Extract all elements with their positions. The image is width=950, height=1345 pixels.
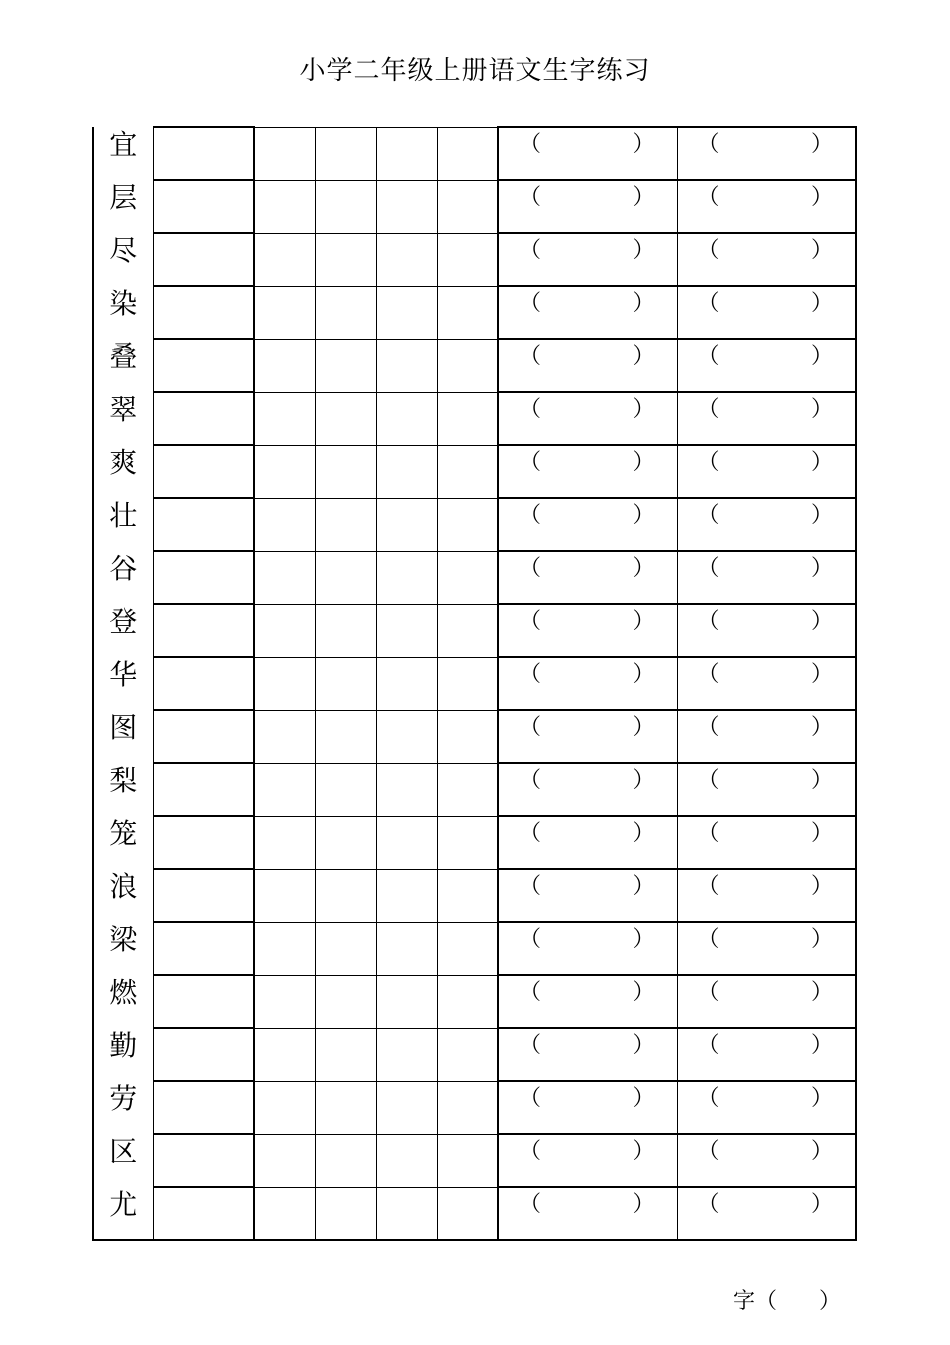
writing-box[interactable] (254, 551, 315, 604)
pinyin-write-cell[interactable] (153, 1081, 254, 1134)
paren-close: ） (810, 768, 833, 793)
word-blank[interactable] (498, 551, 677, 604)
word-blank[interactable] (677, 922, 856, 975)
practice-row (93, 1028, 856, 1081)
character-cell: 爽 (93, 445, 153, 498)
paren-open: （ (519, 1192, 542, 1217)
paren-close: ） (810, 397, 833, 422)
writing-box[interactable] (315, 392, 376, 445)
pinyin-write-cell[interactable] (153, 922, 254, 975)
page-title: 小学二年级上册语文生字练习 (299, 56, 651, 86)
paren-open: （ (519, 715, 542, 740)
practice-row (93, 551, 856, 604)
paren-close: ） (632, 450, 655, 475)
word-blank[interactable] (498, 975, 677, 1028)
character-cell: 梨 (93, 763, 153, 816)
pinyin-write-cell[interactable] (153, 604, 254, 657)
paren-close: ） (632, 927, 655, 952)
paren-open: （ (519, 556, 542, 581)
paren-close: ） (632, 1033, 655, 1058)
paren-close: ） (810, 185, 833, 210)
paren-open: （ (697, 1192, 720, 1217)
character-cell: 燃 (93, 975, 153, 1028)
word-blank[interactable] (498, 233, 677, 286)
practice-row (93, 710, 856, 763)
paren-close: ） (810, 291, 833, 316)
paren-open: （ (519, 874, 542, 899)
character-cell: 层 (93, 180, 153, 233)
paren-open: （ (697, 821, 720, 846)
pinyin-write-cell[interactable] (153, 710, 254, 763)
writing-box[interactable] (254, 180, 315, 233)
character-cell: 叠 (93, 339, 153, 392)
pinyin-write-cell[interactable] (153, 1187, 254, 1240)
character-cell: 梁 (93, 922, 153, 975)
writing-box[interactable] (315, 1134, 376, 1187)
paren-close: ） (632, 238, 655, 263)
writing-box[interactable] (315, 710, 376, 763)
paren-close: ） (632, 556, 655, 581)
practice-row (93, 869, 856, 922)
writing-box[interactable] (254, 1134, 315, 1187)
writing-box[interactable] (376, 498, 437, 551)
practice-row (93, 1187, 856, 1240)
character-cell: 染 (93, 286, 153, 339)
paren-open: （ (697, 1086, 720, 1111)
paren-open: （ (697, 238, 720, 263)
writing-box[interactable] (376, 127, 437, 180)
writing-box[interactable] (376, 445, 437, 498)
writing-box[interactable] (437, 657, 498, 710)
word-blank[interactable] (498, 922, 677, 975)
writing-box[interactable] (254, 975, 315, 1028)
writing-box[interactable] (376, 922, 437, 975)
writing-box[interactable] (376, 763, 437, 816)
paren-close: ） (810, 556, 833, 581)
paren-open: （ (697, 980, 720, 1005)
writing-box[interactable] (254, 233, 315, 286)
writing-box[interactable] (254, 604, 315, 657)
writing-box[interactable] (315, 445, 376, 498)
word-blank[interactable] (677, 604, 856, 657)
practice-row (93, 922, 856, 975)
writing-box[interactable] (376, 869, 437, 922)
pinyin-write-cell[interactable] (153, 339, 254, 392)
practice-row (93, 233, 856, 286)
pinyin-write-cell[interactable] (153, 498, 254, 551)
paren-open: （ (697, 662, 720, 687)
paren-open: （ (697, 291, 720, 316)
writing-box[interactable] (254, 286, 315, 339)
paren-close: ） (810, 980, 833, 1005)
pinyin-write-cell[interactable] (153, 657, 254, 710)
paren-open: （ (519, 344, 542, 369)
practice-row (93, 180, 856, 233)
paren-close: ） (632, 980, 655, 1005)
word-blank[interactable] (677, 127, 856, 180)
writing-box[interactable] (376, 604, 437, 657)
footer-label: 字 (733, 1289, 756, 1314)
word-blank[interactable] (677, 339, 856, 392)
paren-open: （ (519, 238, 542, 263)
practice-grid (92, 126, 857, 1241)
writing-box[interactable] (376, 286, 437, 339)
word-blank[interactable] (498, 1028, 677, 1081)
practice-row (93, 392, 856, 445)
paren-open: （ (519, 662, 542, 687)
paren-close: ） (632, 344, 655, 369)
paren-close: ） (810, 715, 833, 740)
paren-close: ） (810, 344, 833, 369)
pinyin-write-cell[interactable] (153, 551, 254, 604)
paren-open: （ (697, 185, 720, 210)
word-blank[interactable] (498, 392, 677, 445)
writing-box[interactable] (437, 233, 498, 286)
writing-box[interactable] (437, 1081, 498, 1134)
pinyin-write-cell[interactable] (153, 763, 254, 816)
writing-box[interactable] (315, 657, 376, 710)
writing-box[interactable] (437, 1028, 498, 1081)
writing-box[interactable] (254, 1081, 315, 1134)
writing-box[interactable] (376, 657, 437, 710)
writing-box[interactable] (437, 339, 498, 392)
writing-box[interactable] (315, 1028, 376, 1081)
writing-box[interactable] (376, 180, 437, 233)
paren-close: ） (632, 768, 655, 793)
pinyin-write-cell[interactable] (153, 1134, 254, 1187)
writing-box[interactable] (437, 445, 498, 498)
writing-box[interactable] (437, 710, 498, 763)
paren-open: （ (697, 556, 720, 581)
pinyin-write-cell[interactable] (153, 445, 254, 498)
writing-box[interactable] (254, 339, 315, 392)
paren-open: （ (519, 450, 542, 475)
writing-box[interactable] (437, 286, 498, 339)
word-blank[interactable] (498, 657, 677, 710)
character-cell: 尽 (93, 233, 153, 286)
word-blank[interactable] (498, 604, 677, 657)
writing-box[interactable] (315, 1081, 376, 1134)
word-blank[interactable] (498, 1134, 677, 1187)
paren-close: ） (810, 503, 833, 528)
pinyin-write-cell[interactable] (153, 392, 254, 445)
writing-box[interactable] (254, 816, 315, 869)
pinyin-write-cell[interactable] (153, 127, 254, 180)
writing-box[interactable] (315, 127, 376, 180)
word-blank[interactable] (677, 975, 856, 1028)
writing-box[interactable] (376, 710, 437, 763)
paren-open: （ (697, 715, 720, 740)
word-blank[interactable] (677, 498, 856, 551)
paren-open: （ (519, 927, 542, 952)
character-cell: 登 (93, 604, 153, 657)
paren-close: ） (810, 238, 833, 263)
word-blank[interactable] (498, 763, 677, 816)
paren-close: ） (632, 291, 655, 316)
character-cell: 尤 (93, 1187, 153, 1240)
writing-box[interactable] (315, 339, 376, 392)
paren-open: （ (519, 132, 542, 157)
paren-open: （ (697, 503, 720, 528)
practice-row (93, 1081, 856, 1134)
paren-open: （ (697, 397, 720, 422)
writing-box[interactable] (376, 233, 437, 286)
paren-open: （ (519, 768, 542, 793)
word-blank[interactable] (498, 180, 677, 233)
practice-row (93, 657, 856, 710)
paren-open: （ (519, 291, 542, 316)
paren-open: （ (697, 344, 720, 369)
word-blank[interactable] (677, 816, 856, 869)
paren-close: ） (810, 662, 833, 687)
word-blank[interactable] (677, 551, 856, 604)
practice-row (93, 975, 856, 1028)
pinyin-write-cell[interactable] (153, 233, 254, 286)
word-blank[interactable] (498, 498, 677, 551)
paren-close: ） (810, 821, 833, 846)
paren-close: ） (810, 874, 833, 899)
writing-box[interactable] (437, 1134, 498, 1187)
practice-row (93, 498, 856, 551)
practice-row (93, 604, 856, 657)
word-blank[interactable] (498, 710, 677, 763)
paren-close: ） (810, 1086, 833, 1111)
word-blank[interactable] (498, 339, 677, 392)
pinyin-write-cell[interactable] (153, 816, 254, 869)
paren-open: （ (519, 609, 542, 634)
paren-close: ） (632, 132, 655, 157)
writing-box[interactable] (376, 816, 437, 869)
writing-box[interactable] (315, 869, 376, 922)
paren-open: （ (697, 450, 720, 475)
character-cell: 浪 (93, 869, 153, 922)
paren-open: （ (697, 927, 720, 952)
character-cell: 劳 (93, 1081, 153, 1134)
paren-close: ） (810, 927, 833, 952)
paren-open: （ (519, 821, 542, 846)
writing-box[interactable] (254, 392, 315, 445)
writing-box[interactable] (315, 233, 376, 286)
footer-paren-close: ） (819, 1289, 842, 1314)
pinyin-write-cell[interactable] (153, 975, 254, 1028)
paren-open: （ (697, 1033, 720, 1058)
writing-box[interactable] (376, 551, 437, 604)
writing-box[interactable] (376, 392, 437, 445)
paren-close: ） (632, 609, 655, 634)
paren-close: ） (632, 1086, 655, 1111)
writing-box[interactable] (315, 1187, 376, 1240)
writing-box[interactable] (254, 1028, 315, 1081)
character-cell: 翠 (93, 392, 153, 445)
paren-open: （ (519, 1033, 542, 1058)
paren-close: ） (810, 1192, 833, 1217)
word-blank[interactable] (498, 1081, 677, 1134)
paren-close: ） (632, 1192, 655, 1217)
character-cell: 图 (93, 710, 153, 763)
writing-box[interactable] (376, 975, 437, 1028)
paren-open: （ (697, 609, 720, 634)
writing-box[interactable] (376, 1134, 437, 1187)
paren-open: （ (697, 768, 720, 793)
writing-box[interactable] (437, 816, 498, 869)
paren-close: ） (632, 874, 655, 899)
paren-open: （ (519, 1139, 542, 1164)
practice-row (93, 339, 856, 392)
writing-box[interactable] (254, 710, 315, 763)
writing-box[interactable] (437, 1187, 498, 1240)
paren-open: （ (519, 1086, 542, 1111)
writing-box[interactable] (437, 551, 498, 604)
writing-box[interactable] (254, 763, 315, 816)
character-cell: 壮 (93, 498, 153, 551)
paren-close: ） (810, 450, 833, 475)
writing-box[interactable] (315, 975, 376, 1028)
paren-open: （ (697, 1139, 720, 1164)
writing-box[interactable] (254, 657, 315, 710)
writing-box[interactable] (437, 180, 498, 233)
character-cell: 笼 (93, 816, 153, 869)
writing-box[interactable] (315, 816, 376, 869)
writing-box[interactable] (315, 922, 376, 975)
practice-row (93, 445, 856, 498)
paren-close: ） (810, 609, 833, 634)
practice-row (93, 763, 856, 816)
word-blank[interactable] (498, 445, 677, 498)
word-blank[interactable] (498, 869, 677, 922)
word-blank[interactable] (677, 392, 856, 445)
writing-box[interactable] (376, 1028, 437, 1081)
writing-box[interactable] (315, 180, 376, 233)
paren-open: （ (519, 980, 542, 1005)
paren-close: ） (632, 503, 655, 528)
word-blank[interactable] (677, 657, 856, 710)
word-blank[interactable] (677, 1081, 856, 1134)
paren-close: ） (632, 1139, 655, 1164)
writing-box[interactable] (315, 286, 376, 339)
word-blank[interactable] (677, 1028, 856, 1081)
pinyin-write-cell[interactable] (153, 180, 254, 233)
writing-box[interactable] (254, 1187, 315, 1240)
paren-close: ） (632, 662, 655, 687)
paren-open: （ (697, 874, 720, 899)
paren-open: （ (519, 503, 542, 528)
word-blank[interactable] (498, 816, 677, 869)
paren-close: ） (632, 185, 655, 210)
writing-box[interactable] (254, 498, 315, 551)
character-cell: 谷 (93, 551, 153, 604)
writing-box[interactable] (254, 869, 315, 922)
word-blank[interactable] (677, 869, 856, 922)
word-blank[interactable] (677, 1187, 856, 1240)
word-blank[interactable] (677, 286, 856, 339)
paren-open: （ (697, 132, 720, 157)
practice-row (93, 127, 856, 180)
writing-box[interactable] (254, 127, 315, 180)
word-blank[interactable] (677, 233, 856, 286)
writing-box[interactable] (376, 1187, 437, 1240)
writing-box[interactable] (376, 339, 437, 392)
writing-box[interactable] (437, 498, 498, 551)
writing-box[interactable] (254, 922, 315, 975)
paren-close: ） (632, 821, 655, 846)
word-blank[interactable] (498, 1187, 677, 1240)
writing-box[interactable] (315, 604, 376, 657)
word-blank[interactable] (677, 710, 856, 763)
pinyin-write-cell[interactable] (153, 869, 254, 922)
pinyin-write-cell[interactable] (153, 286, 254, 339)
word-blank[interactable] (677, 1134, 856, 1187)
paren-open: （ (519, 185, 542, 210)
word-blank[interactable] (498, 127, 677, 180)
character-count (733, 1284, 841, 1315)
writing-box[interactable] (254, 445, 315, 498)
character-cell: 华 (93, 657, 153, 710)
pinyin-write-cell[interactable] (153, 1028, 254, 1081)
writing-box[interactable] (315, 551, 376, 604)
footer-paren-open: （ (755, 1289, 778, 1314)
writing-box[interactable] (437, 127, 498, 180)
writing-box[interactable] (315, 763, 376, 816)
writing-box[interactable] (376, 1081, 437, 1134)
writing-box[interactable] (437, 763, 498, 816)
word-blank[interactable] (498, 286, 677, 339)
writing-box[interactable] (437, 922, 498, 975)
practice-row (93, 816, 856, 869)
paren-open: （ (519, 397, 542, 422)
writing-box[interactable] (437, 604, 498, 657)
writing-box[interactable] (437, 975, 498, 1028)
paren-close: ） (632, 397, 655, 422)
character-cell: 区 (93, 1134, 153, 1187)
paren-close: ） (810, 132, 833, 157)
word-blank[interactable] (677, 763, 856, 816)
character-cell: 勤 (93, 1028, 153, 1081)
writing-box[interactable] (437, 869, 498, 922)
writing-box[interactable] (437, 392, 498, 445)
paren-close: ） (810, 1033, 833, 1058)
word-blank[interactable] (677, 180, 856, 233)
practice-row (93, 1134, 856, 1187)
word-blank[interactable] (677, 445, 856, 498)
paren-close: ） (810, 1139, 833, 1164)
writing-box[interactable] (315, 498, 376, 551)
character-cell: 宜 (93, 127, 153, 180)
paren-close: ） (632, 715, 655, 740)
practice-row (93, 286, 856, 339)
